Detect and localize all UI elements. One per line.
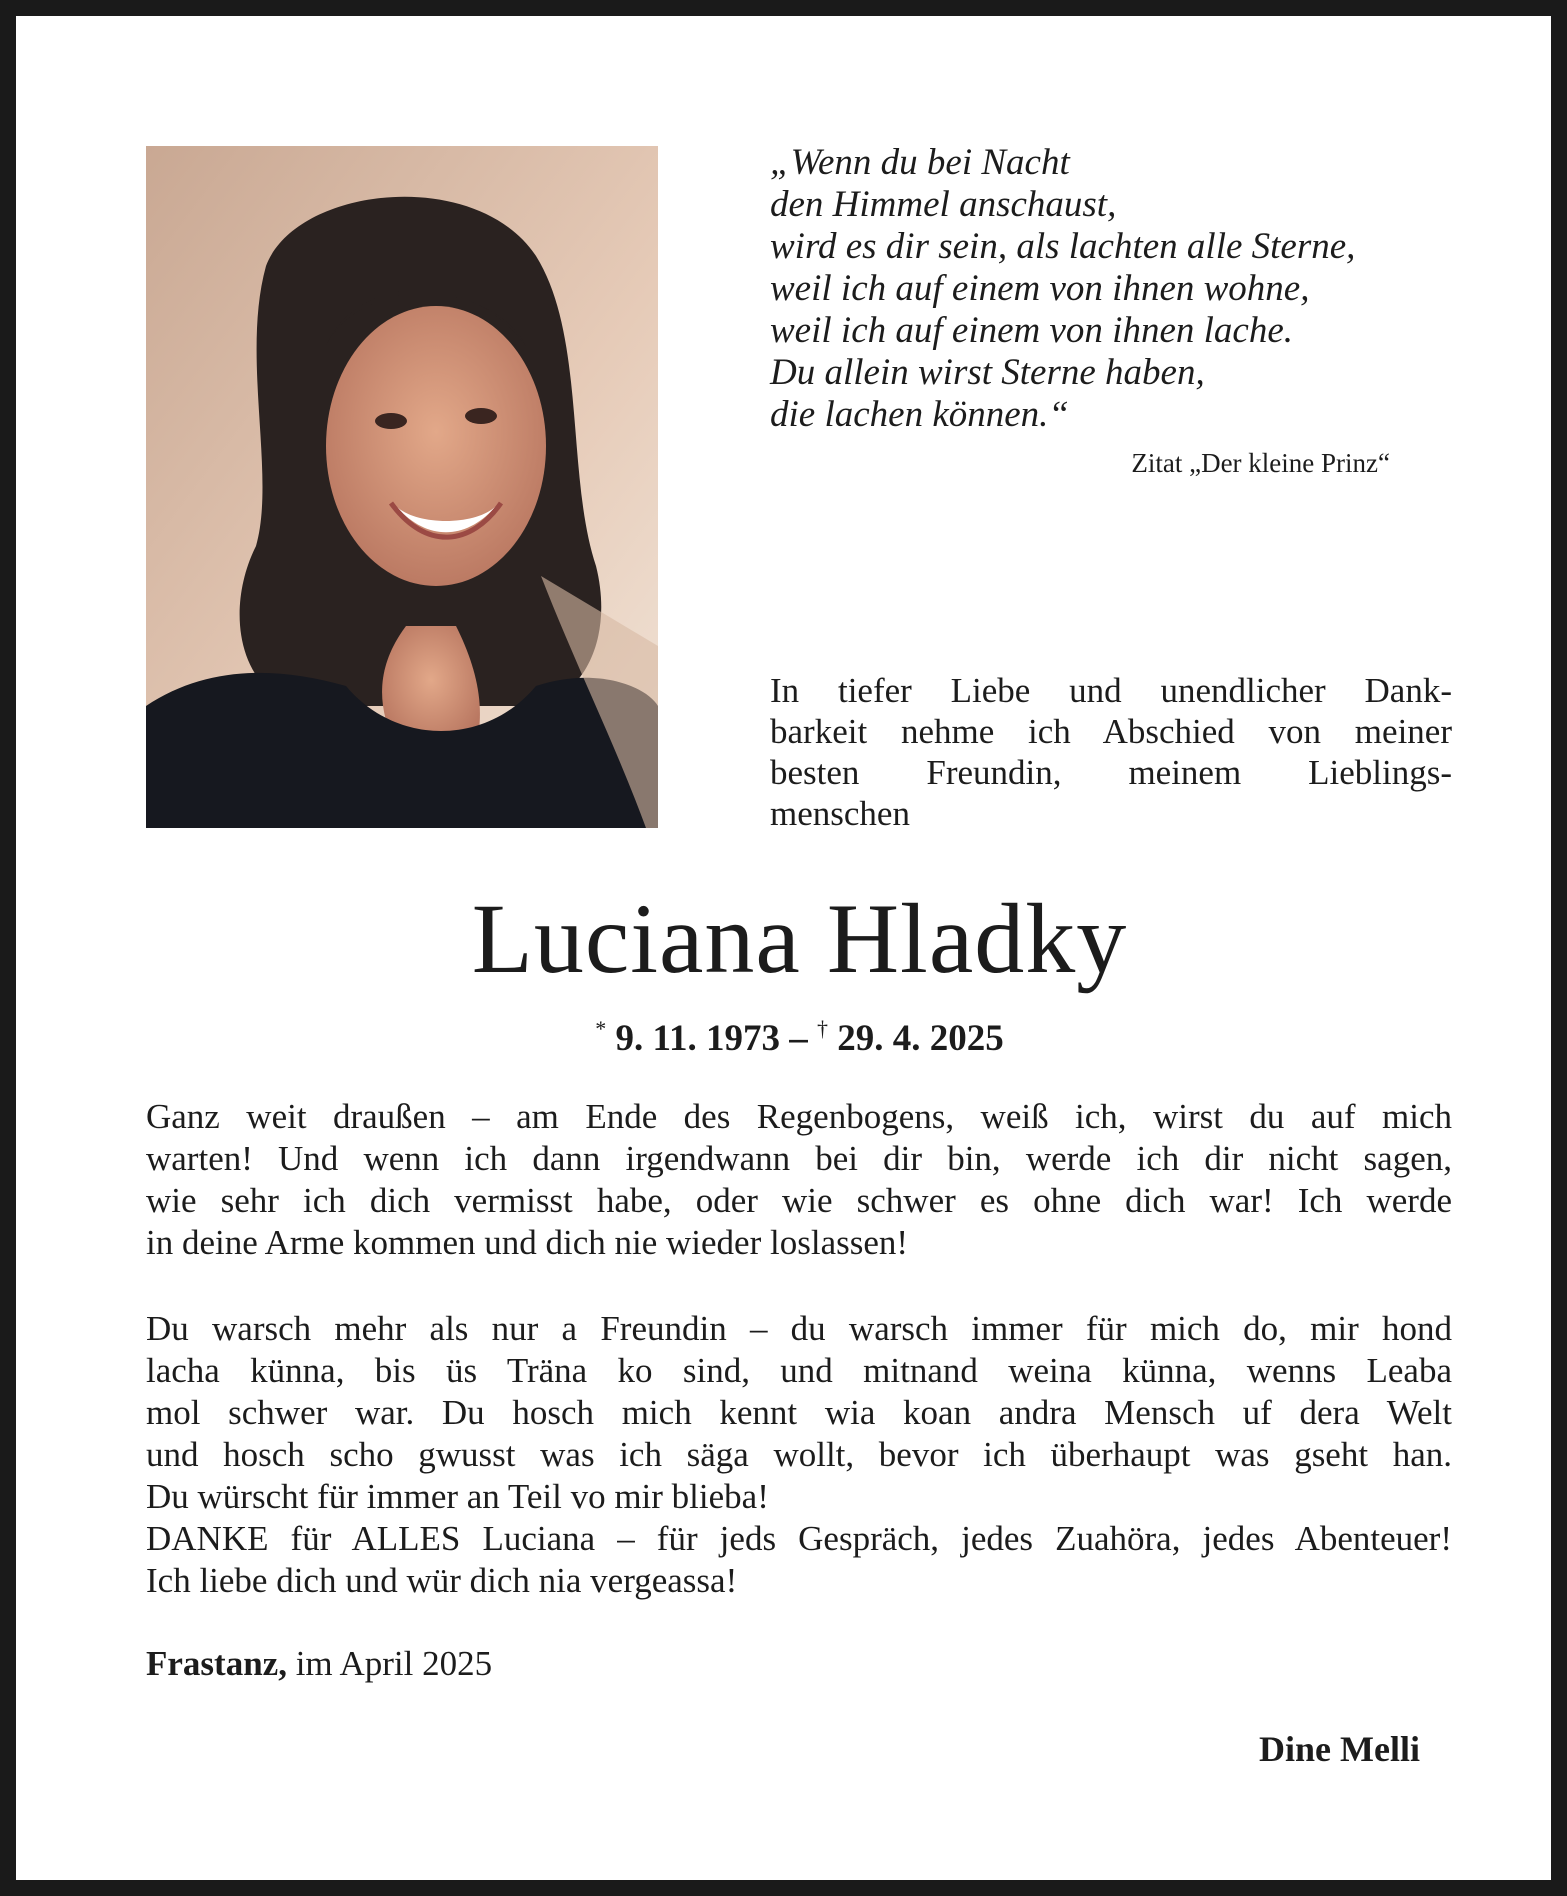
paragraph-line: in deine Arme kommen und dich nie wieder loslassen!: [146, 1223, 909, 1262]
poem-quote: [770, 142, 1430, 436]
portrait-image: [146, 146, 658, 828]
paragraph-line: Du würscht für immer an Teil vo mir blieba!: [146, 1477, 769, 1516]
paragraph-line: Ganz weit draußen – am Ende des Regenbogens, weiß ich, wirst du auf mich: [146, 1097, 1452, 1136]
death-symbol: †: [816, 1016, 828, 1041]
paragraph-rainbow: [146, 1096, 1452, 1264]
death-date: 29. 4. 2025: [837, 1018, 1004, 1059]
paragraph-line: Du warsch mehr als nur a Freundin – du warsch immer für mich do, mir hond: [146, 1309, 1452, 1348]
paragraph-line: und hosch scho gwusst was ich säga wollt, bevor ich überhaupt was gseht han.: [146, 1435, 1452, 1474]
life-dates: [16, 1016, 1567, 1060]
quote-line: weil ich auf einem von ihnen lache.: [770, 310, 1293, 351]
farewell-line: besten Freundin, meinem Lieblings-: [770, 753, 1452, 792]
place-name: Frastanz,: [146, 1644, 287, 1683]
birth-date: 9. 11. 1973: [615, 1018, 780, 1059]
quote-line: die lachen können.“: [770, 394, 1069, 435]
paragraph-line: warten! Und wenn ich dann irgendwann bei dir bin, werde ich dir nicht sagen,: [146, 1139, 1452, 1178]
paragraph-line: wie sehr ich dich vermisst habe, oder wie schwer es ohne dich war! Ich werde: [146, 1181, 1452, 1220]
farewell-line: In tiefer Liebe und unendlicher Dank-: [770, 671, 1452, 710]
portrait-photo: [146, 146, 658, 828]
place-date: [146, 1644, 492, 1684]
paragraph-line: Ich liebe dich und wür dich nia vergeassa!: [146, 1561, 738, 1600]
paragraph-line: DANKE für ALLES Luciana – für jeds Gespräch, jedes Zuahöra, jedes Abenteuer!: [146, 1519, 1452, 1558]
quote-line: „Wenn du bei Nacht: [770, 142, 1070, 183]
paragraph-line: lacha künna, bis üs Träna ko sind, und mitnand weina künna, wenns Leaba: [146, 1351, 1452, 1390]
farewell-line: menschen: [770, 794, 910, 833]
paragraph-line: mol schwer war. Du hosch mich kennt wia koan andra Mensch uf dera Welt: [146, 1393, 1452, 1432]
deceased-name: Luciana Hladky: [471, 883, 1128, 994]
quote-line: den Himmel anschaust,: [770, 184, 1117, 225]
quote-line: wird es dir sein, als lachten alle Sterne,: [770, 226, 1356, 267]
farewell-text: [770, 670, 1452, 834]
signature: Dine Melli: [1259, 1729, 1420, 1769]
quote-source: Zitat „Der kleine Prinz“: [1131, 448, 1390, 478]
farewell-line: barkeit nehme ich Abschied von meiner: [770, 712, 1452, 751]
quote-line: weil ich auf einem von ihnen wohne,: [770, 268, 1310, 309]
quote-line: Du allein wirst Sterne haben,: [770, 352, 1205, 393]
paragraph-friendship: [146, 1308, 1452, 1602]
date-separator: –: [789, 1018, 808, 1059]
birth-symbol: *: [595, 1016, 607, 1041]
closing-date: im April 2025: [295, 1644, 493, 1683]
